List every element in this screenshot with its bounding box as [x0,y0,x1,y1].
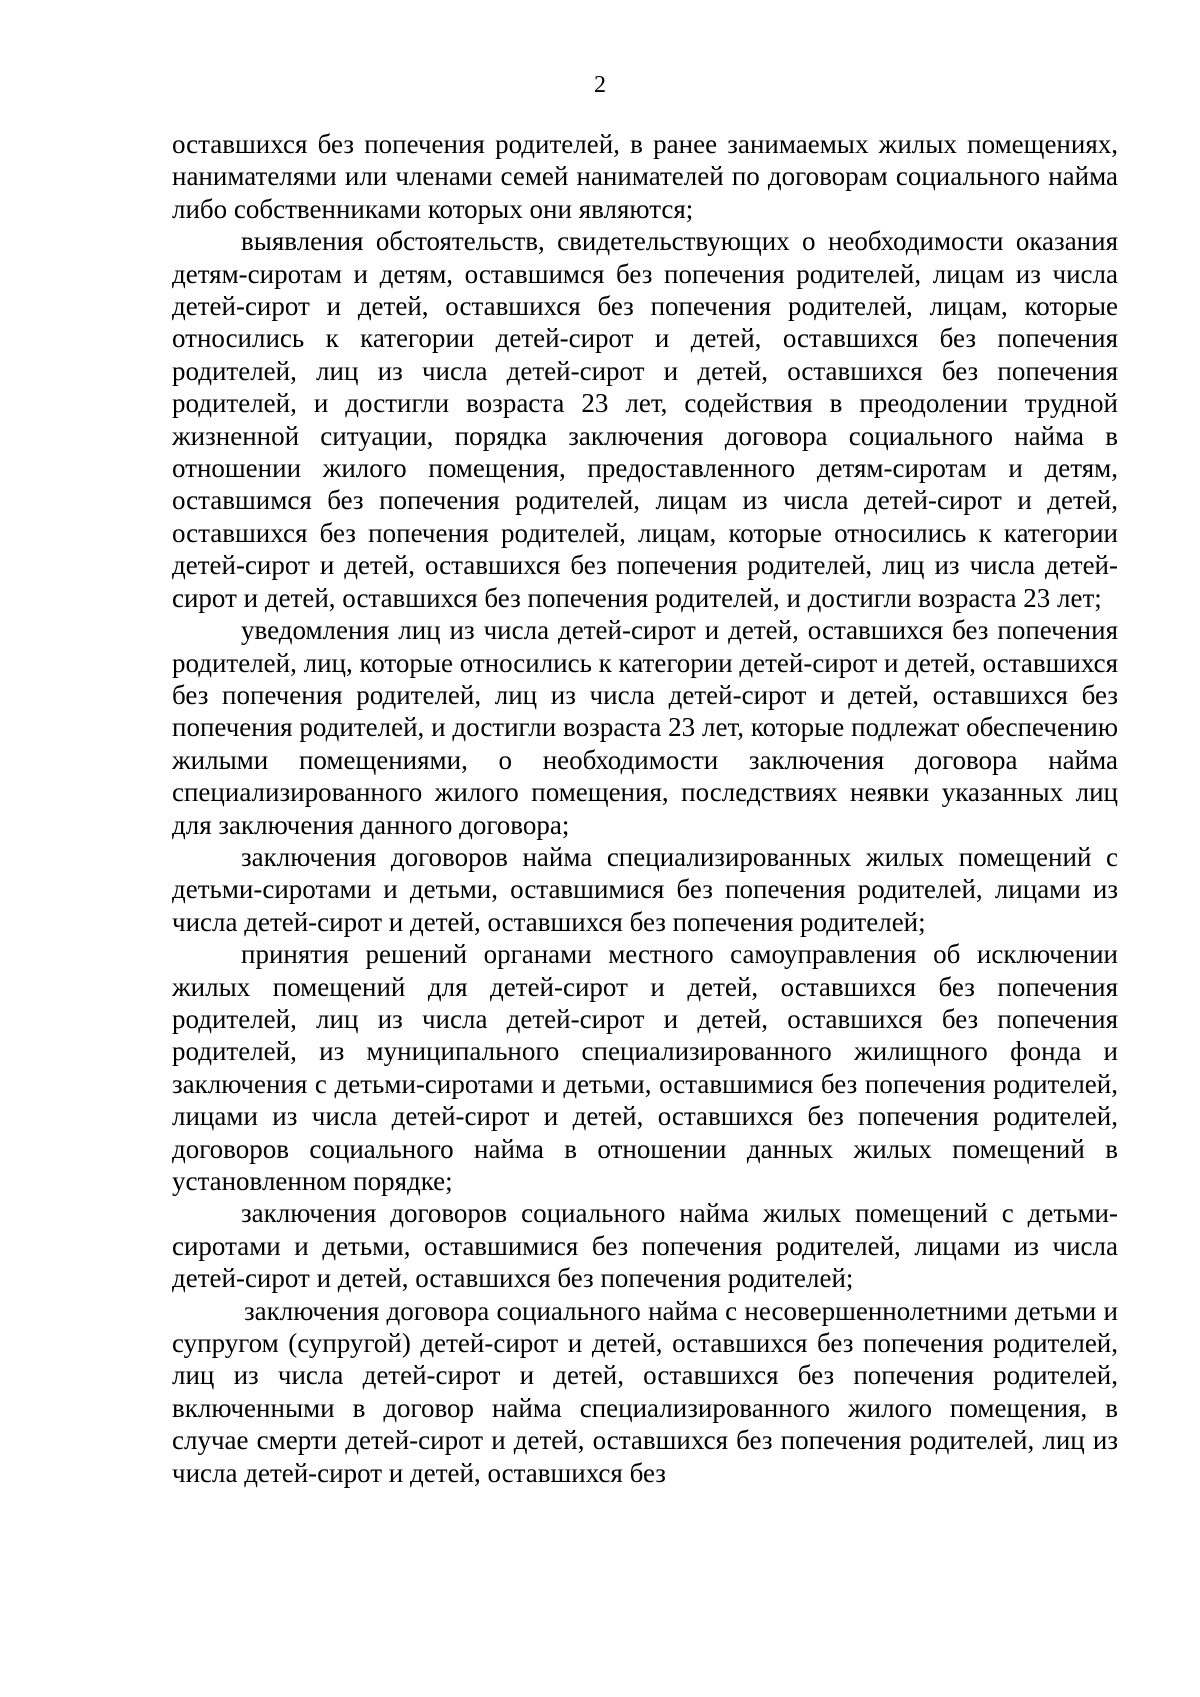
paragraph-continuation: оставшихся без попечения родителей, в ранее занимаемых жилых помещениях, нанимателями или членами семей нанимателей по договорам социального найма либо собственниками которых они являются; [172,129,1118,224]
paragraph-minors-spouse-lease: заключения договора социального найма с несовершеннолетними детьми и супругом (супругой) детей-сирот и детей, оставшихся без попечения родителей, лиц из числа детей-сирот и детей, оставшихся без попечения родителей, включенными в договор найма специализированного жилого помещения, в случае смерти детей-сирот и детей, оставшихся без попечения родителей, лиц из числа детей-сирот и детей, оставшихся без [172,1295,1118,1488]
paragraph-exclusion-decisions: принятия решений органами местного самоуправления об исключении жилых помещений для детей-сирот и детей, оставшихся без попечения родителей, лиц из числа детей-сирот и детей, оставшихся без попечения родителей, из муниципального специализированного жилищного фонда и заключения с детьми-сиротами и детьми, оставшимися без попечения родителей, лицами из числа детей-сирот и детей, оставшихся без попечения родителей, договоров социального найма в отношении данных жилых помещений в установленном порядке; [172,939,1118,1196]
paragraph-social-lease: заключения договоров социального найма жилых помещений с детьми-сиротами и детьми, оставшимися без попечения родителей, лицами из числа детей-сирот и детей, оставшихся без попечения родителей; [172,1198,1118,1294]
document-body [172,128,1118,1489]
page-number: 2 [594,72,606,98]
paragraph-notification: уведомления лиц из числа детей-сирот и детей, оставшихся без попечения родителей, лиц, которые относились к категории детей-сирот и детей, оставшихся без попечения родителей, лиц из числа детей-сирот и детей, оставшихся без попечения родителей, и достигли возраста 23 лет, которые подлежат обеспечению жилыми помещениями, о необходимости заключения договора найма специализированного жилого помещения, последствиях неявки указанных лиц для заключения данного договора; [172,615,1118,840]
paragraph-specialized-lease: заключения договоров найма специализированных жилых помещений с детьми-сиротами и детьми, оставшимися без попечения родителей, лицами из числа детей-сирот и детей, оставшихся без попечения родителей; [172,841,1118,937]
paragraph-identification: выявления обстоятельств, свидетельствующих о необходимости оказания детям-сиротам и детям, оставшимся без попечения родителей, лицам из числа детей-сирот и детей, оставшихся без попечения родителей, лицам, которые относились к категории детей-сирот и детей, оставшихся без попечения родителей, лиц из числа детей-сирот и детей, оставшихся без попечения родителей, и достигли возраста 23 лет, содействия в преодолении трудной жизненной ситуации, порядка заключения договора социального найма в отношении жилого помещения, предоставленного детям-сиротам и детям, оставшимся без попечения родителей, лицам из числа детей-сирот и детей, оставшихся без попечения родителей, лицам, которые относились к категории детей-сирот и детей, оставшихся без попечения родителей, лиц из числа детей-сирот и детей, оставшихся без попечения родителей, и достигли возраста 23 лет; [172,226,1118,613]
